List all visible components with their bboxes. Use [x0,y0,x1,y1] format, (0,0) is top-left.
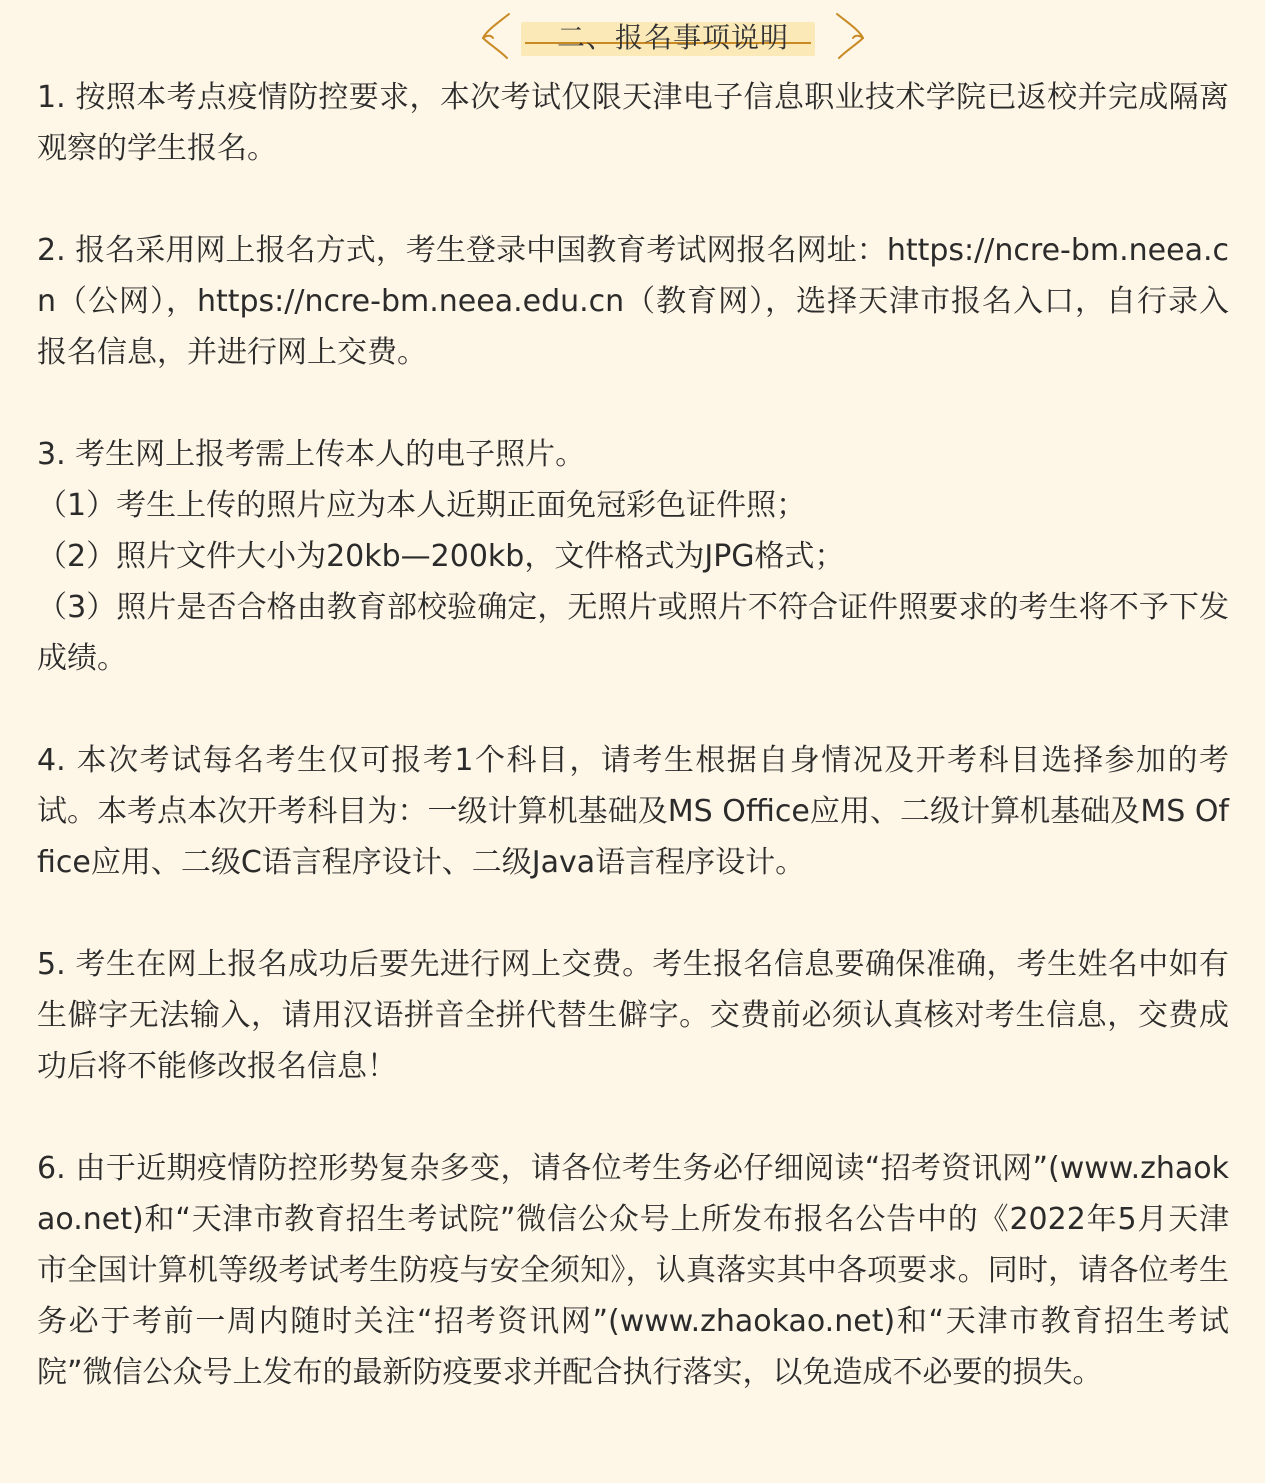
section-title: 二、报名事项说明 [556,21,789,54]
item-3-sub-3: （3）照片是否合格由教育部校验确定，无照片或照片不符合证件照要求的考生将不予下发成绩。 [37,590,1229,676]
section-header [37,0,1229,72]
item-5-paragraph: 5. 考生在网上报名成功后要先进行网上交费。考生报名信息要确保准确，考生姓名中如有生僻字无法输入，请用汉语拼音全拼代替生僻字。交费前必须认真核对考生信息，交费成功后将不能修改报名信息！ [37,947,1229,1084]
item-2-paragraph: 2. 报名采用网上报名方式，考生登录中国教育考试网报名网址：https://ncre-bm.neea.cn（公网），https://ncre-bm.neea.edu.cn（教育网），选择天津市报名入口，自行录入报名信息，并进行网上交费。 [37,233,1229,370]
right-leaf-ornament-icon [829,8,869,64]
notice-content [37,72,1229,1398]
section-title-decoration [477,8,869,64]
item-3-sub-1: （1）考生上传的照片应为本人近期正面免冠彩色证件照； [37,488,807,523]
item-3-paragraph: 3. 考生网上报考需上传本人的电子照片。 [37,437,586,472]
item-4-paragraph: 4. 本次考试每名考生仅可报考1个科目，请考生根据自身情况及开考科目选择参加的考试。本考点本次开考科目为：一级计算机基础及MS Office应用、二级计算机基础及MS Office应用、二级C语言程序设计、二级Java语言程序设计。 [37,743,1229,880]
item-6-paragraph: 6. 由于近期疫情防控形势复杂多变，请各位考生务必仔细阅读“招考资讯网”(www.zhaokao.net)和“天津市教育招生考试院”微信公众号上所发布报名公告中的《2022年5月天津市全国计算机等级考试考生防疫与安全须知》，认真落实其中各项要求。同时，请各位考生务必于考前一周内随时关注“招考资讯网”(www.zhaokao.net)和“天津市教育招生考试院”微信公众号上发布的最新防疫要求并配合执行落实，以免造成不必要的损失。 [37,1151,1229,1390]
item-1-paragraph: 1. 按照本考点疫情防控要求，本次考试仅限天津电子信息职业技术学院已返校并完成隔离观察的学生报名。 [37,80,1229,166]
item-3-sub-2: （2）照片文件大小为20kb—200kb，文件格式为JPG格式； [37,539,845,574]
